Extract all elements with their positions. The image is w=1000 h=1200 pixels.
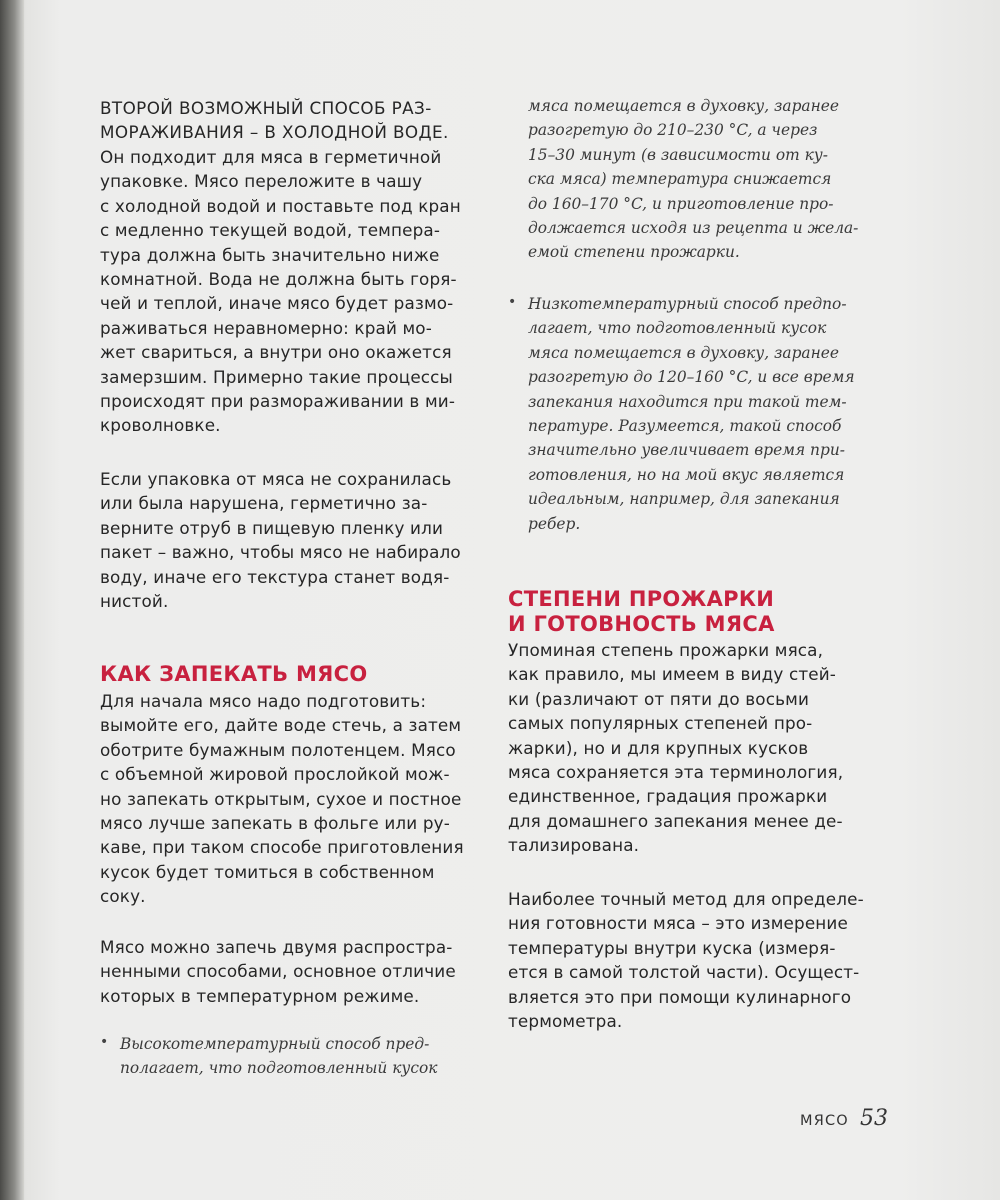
section-heading-how-to-bake: КАК ЗАПЕКАТЬ МЯСО [100,662,368,686]
bullet-high-temp-continued: мяса помещается в духовку, заранее разогретую до 210–230 °C, а через 15–30 минут (в зависимости от ку- ска мяса) температура снижается до 160–170 °C, и приготовление про- должается исходя из рецепта и жела- емой степени прожарки. [528,97,859,262]
paragraph-preparation: Для начала мясо надо подготовить: вымойте его, дайте воде стечь, а затем оботрите бумажным полотенцем. Мясо с объемной жировой прослойкой мож- но запекать открытым, сухое и постное мясо лучше запекать в фольге или ру- каве, при таком способе приготовления кусок будет томиться в собственном соку. [100,691,464,907]
bullet-low-temp-method: Низкотемпературный способ предпо- лагает, что подготовленный кусок мяса помещается в духовку, заранее разогретую до 120–160 °C, и все время запекания находится при такой тем- пературе. Разумеется, такой способ значительно увеличивает время при- готовления, но на мой вкус является идеальным, например, для запекания ребер. [528,295,855,533]
paragraph-cold-water: Он подходит для мяса в герметичной упаковке. Мясо переложите в чашу с холодной водой и поставьте под кран с медленно текущей водой, темпера- тура должна быть значительно ниже комнатной. Вода не должна быть горя- чей и теплой, иначе мясо будет размо- раживаться неравномерно: край мо- жет свариться, а внутри оно окажется замерзшим. Примерно такие процессы происходят при размораживании в ми- кроволновке. [100,147,461,436]
running-footer-section: МЯСО [800,1113,849,1129]
paragraph-doneness-levels: Упоминая степень прожарки мяса, как правило, мы имеем в виду стей- ки (различают от пяти до восьми самых популярных степеней про- жарки), но и для крупных кусков мяса сохраняется эта терминология, единственное, градация прожарки для домашнего запекания менее де- тализирована. [508,640,844,856]
page-number: 53 [860,1106,888,1131]
paragraph-thermometer: Наиболее точный метод для определе- ния готовности мяса – это измерение температуры внутри куска (измеря- ется в самой толстой части). Осущест- вляется это при помощи кулинарного термометра. [508,889,864,1032]
bullet-marker: • [508,294,517,310]
bullet-high-temp-method: Высокотемпературный способ пред- полагает, что подготовленный кусок [120,1035,438,1078]
book-spine-shadow [0,0,24,1200]
paragraph-lead-caps: ВТОРОЙ ВОЗМОЖНЫЙ СПОСОБ РАЗ- МОРАЖИВАНИЯ – В ХОЛОДНОЙ ВОДЕ. [100,98,449,143]
paragraph-two-methods: Мясо можно запечь двумя распростра- ненными способами, основное отличие которых в температурном режиме. [100,937,456,1006]
section-heading-doneness: СТЕПЕНИ ПРОЖАРКИ И ГОТОВНОСТЬ МЯСА [508,587,775,636]
paragraph-packaging: Если упаковка от мяса не сохранилась или была нарушена, герметично за- верните отруб в пищевую пленку или пакет – важно, чтобы мясо не набирало воду, иначе его текстура станет водя- нистой. [100,469,461,612]
bullet-marker: • [100,1034,109,1050]
